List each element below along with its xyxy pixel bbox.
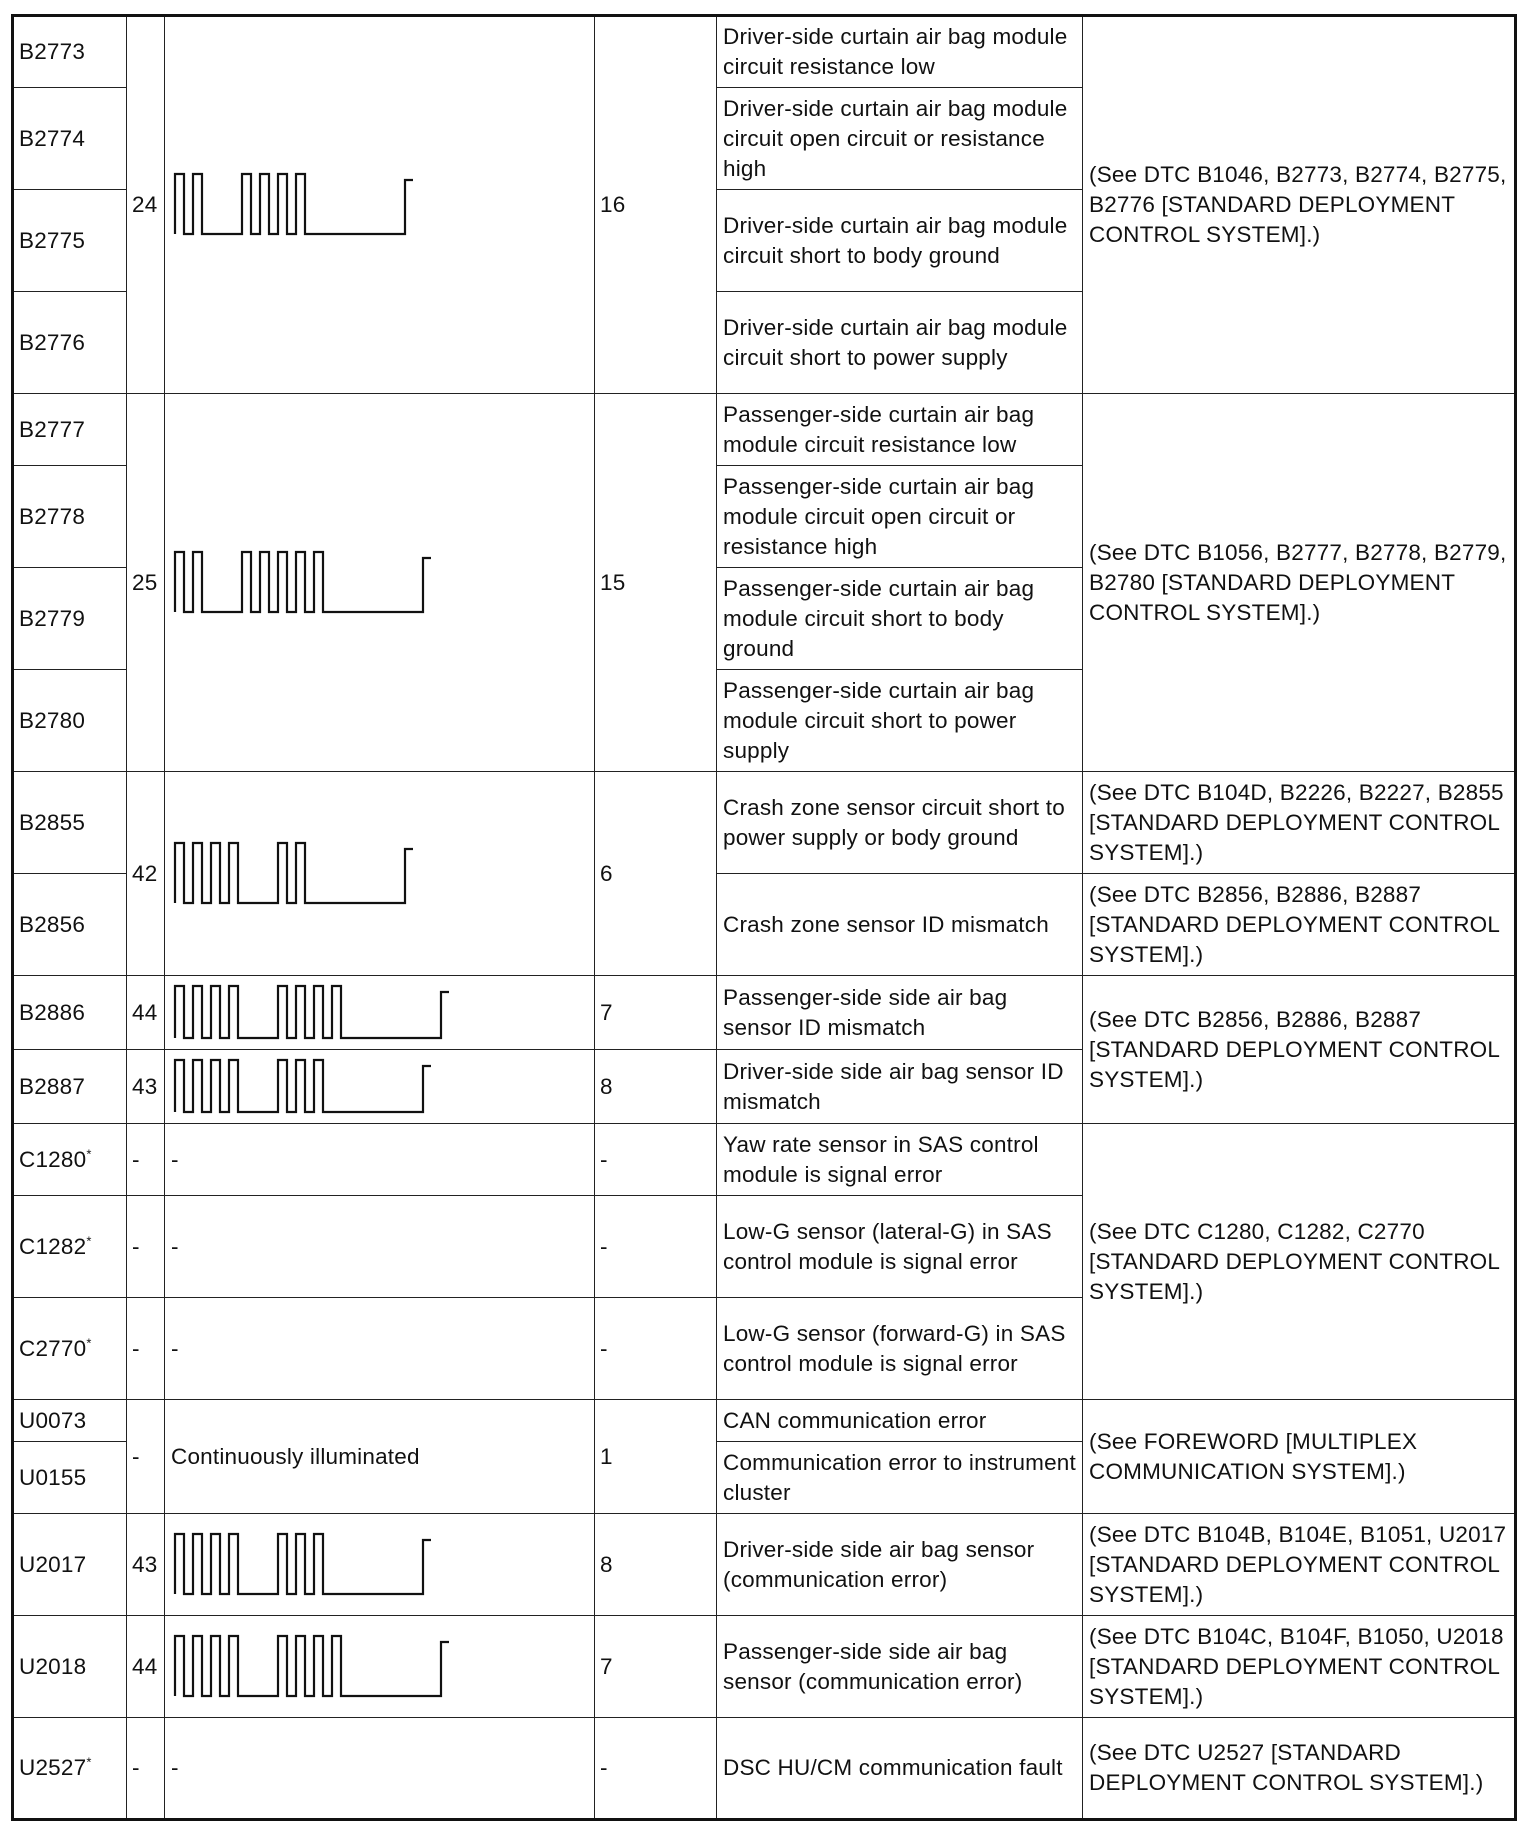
- reference-text: (See DTC B2856, B2886, B2887 [STANDARD DEPLOYMENT CONTROL SYSTEM].): [1083, 874, 1516, 976]
- waveform-u2018: [169, 1630, 589, 1704]
- footnote-mark: *: [86, 1233, 92, 1248]
- table-row: [13, 1514, 1516, 1616]
- signal-text: -: [165, 1196, 595, 1298]
- dtc-code: B2887: [13, 1050, 127, 1124]
- warning-light-waveform: [165, 16, 595, 394]
- waveform-u2017: [169, 1528, 589, 1602]
- table-row: [13, 394, 1516, 466]
- flash-count: 43: [127, 1514, 165, 1616]
- pmi-code: 1: [595, 1400, 717, 1514]
- flash-count: 44: [127, 1616, 165, 1718]
- waveform-line: [175, 1534, 431, 1594]
- dtc-description: Driver-side side air bag sensor ID mismatch: [717, 1050, 1083, 1124]
- dtc-description: DSC HU/CM communication fault: [717, 1718, 1083, 1820]
- signal-text: -: [165, 1298, 595, 1400]
- warning-light-waveform: [165, 1616, 595, 1718]
- waveform-b2886: [169, 980, 589, 1046]
- pmi-code: 15: [595, 394, 717, 772]
- dtc-code: B2775: [13, 190, 127, 292]
- table-row: [13, 1124, 1516, 1196]
- signal-text: Continuously illuminated: [165, 1400, 595, 1514]
- dtc-description: Driver-side curtain air bag module circuit short to power supply: [717, 292, 1083, 394]
- reference-text: (See DTC B104C, B104F, B1050, U2018 [STANDARD DEPLOYMENT CONTROL SYSTEM].): [1083, 1616, 1516, 1718]
- waveform-line: [175, 1636, 449, 1696]
- dtc-description: CAN communication error: [717, 1400, 1083, 1442]
- dtc-description: Passenger-side side air bag sensor (communication error): [717, 1616, 1083, 1718]
- flash-count: 44: [127, 976, 165, 1050]
- reference-text: (See DTC B1046, B2773, B2774, B2775, B2776 [STANDARD DEPLOYMENT CONTROL SYSTEM].): [1083, 16, 1516, 394]
- table-row: [13, 772, 1516, 874]
- table-row: [13, 1718, 1516, 1820]
- waveform-line: [175, 986, 449, 1038]
- waveform-line: [175, 174, 413, 234]
- dtc-table: [11, 14, 1517, 1821]
- dtc-code-text: C2770: [19, 1335, 87, 1361]
- dtc-code: B2776: [13, 292, 127, 394]
- pmi-code: -: [595, 1124, 717, 1196]
- pmi-code: -: [595, 1298, 717, 1400]
- dtc-code: B2774: [13, 88, 127, 190]
- pmi-code: 6: [595, 772, 717, 976]
- warning-light-waveform: [165, 1514, 595, 1616]
- dtc-description: Crash zone sensor ID mismatch: [717, 874, 1083, 976]
- signal-text: -: [165, 1718, 595, 1820]
- dtc-code: B2778: [13, 466, 127, 568]
- warning-light-waveform: [165, 394, 595, 772]
- dtc-description: Passenger-side curtain air bag module circuit short to power supply: [717, 670, 1083, 772]
- pmi-code: -: [595, 1196, 717, 1298]
- table-row: [13, 16, 1516, 88]
- flash-count: 43: [127, 1050, 165, 1124]
- dtc-code-text: U2527: [19, 1755, 87, 1780]
- dtc-code: B2773: [13, 16, 127, 88]
- pmi-code: 8: [595, 1514, 717, 1616]
- dtc-description: Crash zone sensor circuit short to power supply or body ground: [717, 772, 1083, 874]
- waveform-line: [175, 552, 431, 612]
- dtc-code: [13, 1298, 127, 1400]
- warning-light-waveform: [165, 1050, 595, 1124]
- dtc-description: Driver-side curtain air bag module circuit short to body ground: [717, 190, 1083, 292]
- dtc-description: Yaw rate sensor in SAS control module is signal error: [717, 1124, 1083, 1196]
- dtc-description: Driver-side side air bag sensor (communication error): [717, 1514, 1083, 1616]
- reference-text: (See DTC B2856, B2886, B2887 [STANDARD DEPLOYMENT CONTROL SYSTEM].): [1083, 976, 1516, 1124]
- flash-count: 25: [127, 394, 165, 772]
- dtc-code-text: C1282: [19, 1233, 87, 1259]
- warning-light-waveform: [165, 976, 595, 1050]
- dtc-description: Driver-side curtain air bag module circuit open circuit or resistance high: [717, 88, 1083, 190]
- waveform-g25: [169, 546, 589, 620]
- dtc-code: B2779: [13, 568, 127, 670]
- table-row: [13, 1400, 1516, 1442]
- dtc-code: B2777: [13, 394, 127, 466]
- dtc-code: [13, 1124, 127, 1196]
- flash-count: -: [127, 1196, 165, 1298]
- dtc-description: Passenger-side side air bag sensor ID mismatch: [717, 976, 1083, 1050]
- dtc-code: B2856: [13, 874, 127, 976]
- reference-text: (See FOREWORD [MULTIPLEX COMMUNICATION SYSTEM].): [1083, 1400, 1516, 1514]
- signal-text: -: [165, 1124, 595, 1196]
- dtc-code-text: C1280: [19, 1146, 87, 1172]
- flash-count: 42: [127, 772, 165, 976]
- pmi-code: 16: [595, 16, 717, 394]
- reference-text: (See DTC B104D, B2226, B2227, B2855 [STANDARD DEPLOYMENT CONTROL SYSTEM].): [1083, 772, 1516, 874]
- dtc-code: U0155: [13, 1442, 127, 1514]
- pmi-code: -: [595, 1718, 717, 1820]
- reference-text: (See DTC U2527 [STANDARD DEPLOYMENT CONTROL SYSTEM].): [1083, 1718, 1516, 1820]
- dtc-description: Driver-side curtain air bag module circuit resistance low: [717, 16, 1083, 88]
- dtc-code: B2780: [13, 670, 127, 772]
- waveform-g42: [169, 837, 589, 911]
- pmi-code: 8: [595, 1050, 717, 1124]
- reference-text: (See DTC C1280, C1282, C2770 [STANDARD DEPLOYMENT CONTROL SYSTEM].): [1083, 1124, 1516, 1400]
- flash-count: -: [127, 1400, 165, 1514]
- dtc-code: U2018: [13, 1616, 127, 1718]
- dtc-code: U2017: [13, 1514, 127, 1616]
- waveform-line: [175, 1060, 431, 1112]
- dtc-description: Passenger-side curtain air bag module circuit short to body ground: [717, 568, 1083, 670]
- footnote-mark: *: [86, 1754, 92, 1770]
- pmi-code: 7: [595, 976, 717, 1050]
- waveform-line: [175, 843, 413, 903]
- dtc-description: Communication error to instrument cluster: [717, 1442, 1083, 1514]
- reference-text: (See DTC B104B, B104E, B1051, U2017 [STANDARD DEPLOYMENT CONTROL SYSTEM].): [1083, 1514, 1516, 1616]
- flash-count: -: [127, 1718, 165, 1820]
- dtc-code: B2886: [13, 976, 127, 1050]
- dtc-code: [13, 1196, 127, 1298]
- dtc-description: Passenger-side curtain air bag module circuit resistance low: [717, 394, 1083, 466]
- flash-count: -: [127, 1124, 165, 1196]
- reference-text: (See DTC B1056, B2777, B2778, B2779, B2780 [STANDARD DEPLOYMENT CONTROL SYSTEM].): [1083, 394, 1516, 772]
- flash-count: 24: [127, 16, 165, 394]
- footnote-mark: *: [86, 1335, 92, 1350]
- table-row: [13, 1616, 1516, 1718]
- dtc-description: Low-G sensor (lateral-G) in SAS control module is signal error: [717, 1196, 1083, 1298]
- dtc-description: Low-G sensor (forward-G) in SAS control module is signal error: [717, 1298, 1083, 1400]
- dtc-description: Passenger-side curtain air bag module circuit open circuit or resistance high: [717, 466, 1083, 568]
- waveform-b2887: [169, 1054, 589, 1120]
- table-row: [13, 976, 1516, 1050]
- flash-count: -: [127, 1298, 165, 1400]
- dtc-code: B2855: [13, 772, 127, 874]
- pmi-code: 7: [595, 1616, 717, 1718]
- footnote-mark: *: [86, 1146, 92, 1161]
- dtc-code: U0073: [13, 1400, 127, 1442]
- warning-light-waveform: [165, 772, 595, 976]
- waveform-g24: [169, 168, 589, 242]
- dtc-code: [13, 1718, 127, 1820]
